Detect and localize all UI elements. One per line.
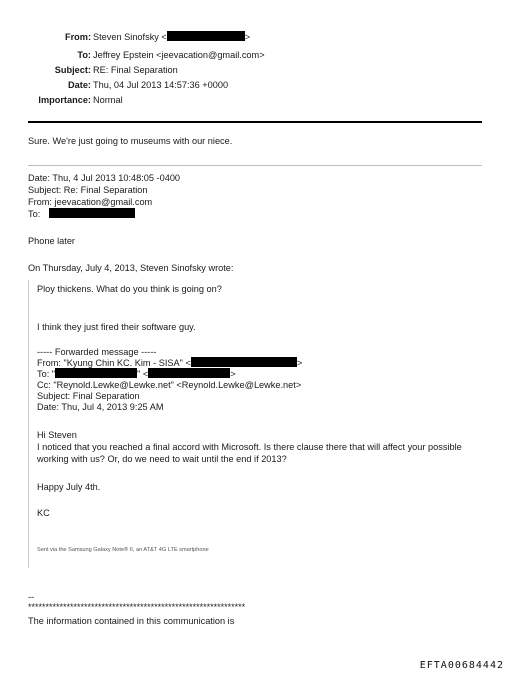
forwarded-to-text-a: To: "	[37, 369, 56, 379]
forwarded-signature: KC	[37, 508, 50, 518]
subject-label: Subject:	[54, 65, 91, 75]
date-label: Date:	[68, 80, 91, 90]
to-label: To:	[77, 50, 91, 60]
forwarded-to-text-b: " <	[137, 369, 149, 379]
redaction-block	[167, 31, 245, 41]
forwarded-to-close: >	[230, 369, 236, 379]
forwarded-greeting: Hi Steven	[37, 430, 77, 440]
forwarded-from-text: From: "Kyung Chin KC. Kim - SISA" <	[37, 358, 191, 368]
quote-bar	[28, 280, 29, 568]
sent-via-note: Sent via the Samsung Galaxy Note® II, an AT&T 4G LTE smartphone	[37, 547, 209, 553]
redaction-block	[148, 368, 230, 378]
reply-divider	[28, 165, 482, 166]
prior-date: Date: Thu, 4 Jul 2013 10:48:05 -0400	[28, 173, 181, 183]
quoted-line-2: I think they just fired their software guy.	[37, 322, 196, 332]
forwarded-marker: ----- Forwarded message -----	[37, 347, 157, 357]
subject-value: RE: Final Separation	[93, 65, 178, 75]
reply-body: Sure. We're just going to museums with our niece.	[28, 136, 233, 146]
forwarded-body-2: working with us? Or, do we need to wait until the end if 2013?	[37, 454, 287, 464]
from-value-text: Steven Sinofsky <	[93, 32, 167, 42]
footer-dashes: --	[28, 592, 35, 602]
prior-to-text: To:	[28, 209, 41, 219]
forwarded-subject: Subject: Final Separation	[37, 391, 140, 401]
forwarded-cc: Cc: "Reynold.Lewke@Lewke.net" <Reynold.Lewke@Lewke.net>	[37, 380, 302, 390]
footer-stars: **************************************************************	[28, 602, 246, 612]
forwarded-happy: Happy July 4th.	[37, 482, 101, 492]
quoted-line-1: Ploy thickens. What do you think is going on?	[37, 284, 222, 294]
forwarded-body-1: I noticed that you reached a final accord with Microsoft. Is there clause there that will affect your possible	[37, 442, 462, 452]
date-value: Thu, 04 Jul 2013 14:57:36 +0000	[93, 80, 229, 90]
from-label: From:	[64, 32, 91, 42]
importance-label: Importance:	[38, 95, 91, 105]
redaction-block	[55, 368, 137, 378]
footer-info: The information contained in this communication is	[28, 616, 235, 626]
prior-body: Phone later	[28, 236, 75, 246]
redaction-block	[49, 208, 135, 218]
from-value-close: >	[244, 32, 251, 42]
prior-from: From: jeevacation@gmail.com	[28, 197, 153, 207]
forwarded-from-close: >	[296, 358, 303, 368]
bates-number: EFTA00684442	[419, 660, 504, 671]
header-divider	[28, 121, 482, 123]
to-value: Jeffrey Epstein <jeevacation@gmail.com>	[93, 50, 265, 60]
prior-wrote: On Thursday, July 4, 2013, Steven Sinofsky wrote:	[28, 263, 234, 273]
importance-value: Normal	[93, 95, 123, 105]
from-value	[93, 31, 250, 43]
forwarded-date: Date: Thu, Jul 4, 2013 9:25 AM	[37, 402, 164, 412]
prior-subject: Subject: Re: Final Separation	[28, 185, 148, 195]
redaction-block	[191, 357, 297, 367]
prior-to	[28, 208, 135, 220]
